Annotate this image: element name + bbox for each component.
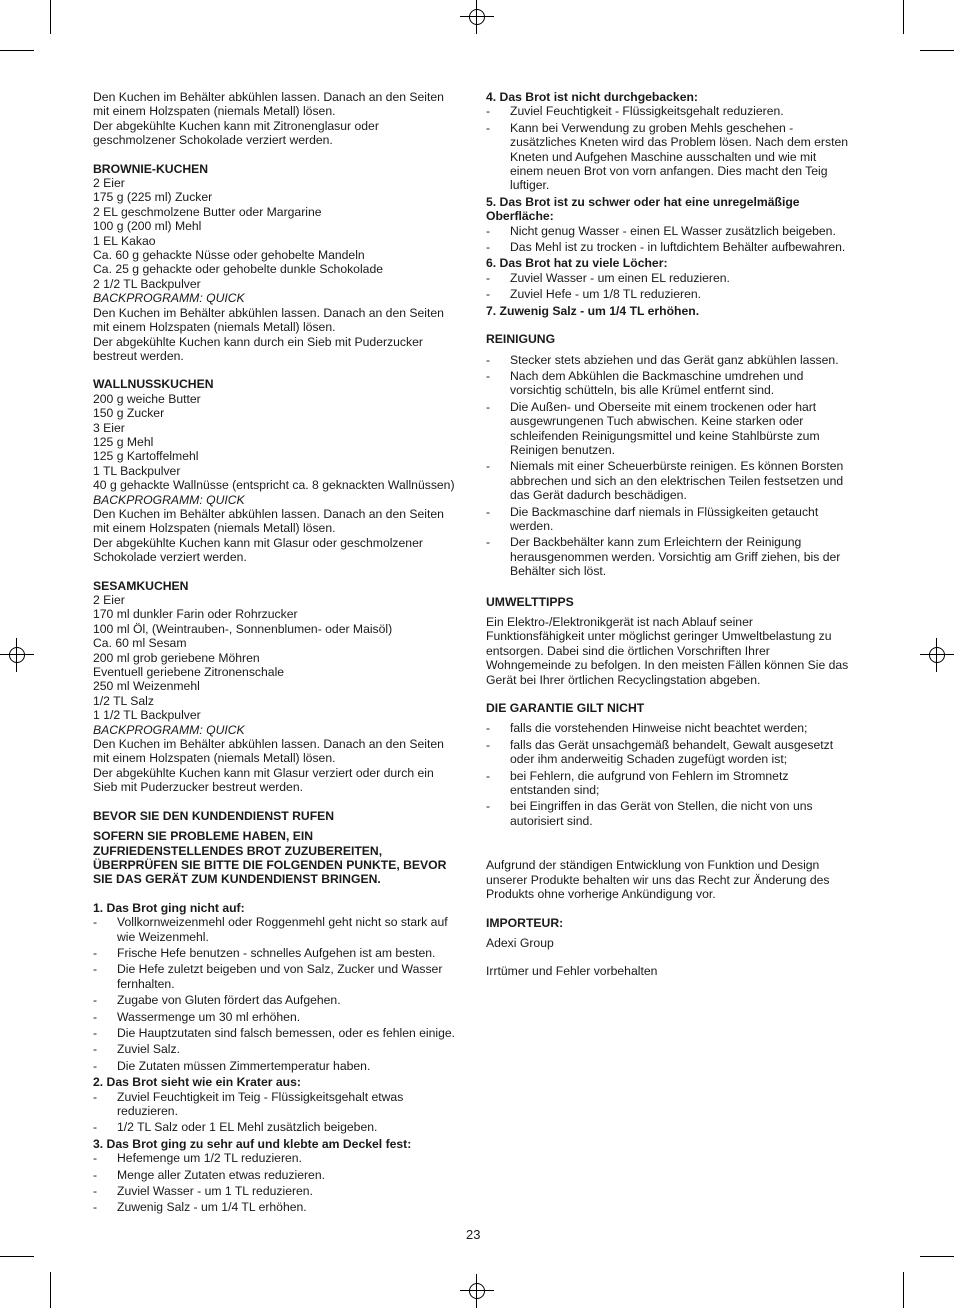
crop-mark xyxy=(903,0,904,34)
list-item: - Das Mehl ist zu trocken - in luftdichtem Behälter aufbewahren. xyxy=(486,240,866,254)
problem-6-list xyxy=(486,271,866,302)
design-note: Aufgrund der ständigen Entwicklung von Funktion und Design unserer Produkte behalten wir uns das Recht zur Änderung des Produkts ohne vorherige Ankündigung vor. xyxy=(486,858,830,902)
importer-name: Adexi Group xyxy=(486,935,554,950)
sesame-text: Den Kuchen im Behälter abkühlen lassen. Danach an den Seiten mit einem Holzspaten (niemals Metall) lösen. Der abgekühlte Kuchen kann mit Glasur verziert oder durch ein Sieb mit Puderzucker bestreut werden. xyxy=(93,737,444,795)
right-column xyxy=(486,90,866,979)
list-item: - Zuviel Wasser - um einen EL reduzieren. xyxy=(486,271,866,285)
intro-paragraph: Den Kuchen im Behälter abkühlen lassen. Danach an den Seiten mit einem Holzspaten (niemals Metall) lösen. Der abgekühlte Kuchen kann mit Zitronenglasur oder geschmolzener Schokolade verziert werden. xyxy=(93,90,444,148)
list-item: - falls das Gerät unsachgemäß behandelt, Gewalt ausgesetzt oder ihm anderweitig Schaden zugefügt worden ist; xyxy=(486,738,866,767)
problem-2-title: 2. Das Brot sieht wie ein Krater aus: xyxy=(93,1075,301,1090)
list-item: - Die Backmaschine darf niemals in Flüssigkeiten getaucht werden. xyxy=(486,505,866,534)
brownie-ingredients: 2 Eier 175 g (225 ml) Zucker 2 EL geschmolzene Butter oder Margarine 100 g (200 ml) Mehl 1 EL Kakao Ca. 60 g gehackte Nüsse oder gehobelte Mandeln Ca. 25 g gehackte oder gehobelte dunkle Schokolade 2 1/2 TL Backpulver xyxy=(93,176,384,291)
list-item: - Wassermenge um 30 ml erhöhen. xyxy=(93,1010,473,1024)
list-item: - Zuviel Feuchtigkeit im Teig - Flüssigkeitsgehalt etwas reduzieren. xyxy=(93,1090,473,1119)
brownie-program: BACKPROGRAMM: QUICK xyxy=(93,291,245,306)
left-column xyxy=(93,90,473,1217)
list-item: - bei Fehlern, die aufgrund von Fehlern im Stromnetz entstanden sind; xyxy=(486,769,866,798)
crop-mark xyxy=(0,50,34,51)
service-title: BEVOR SIE DEN KUNDENDIENST RUFEN xyxy=(93,808,335,823)
walnut-ingredients: 200 g weiche Butter 150 g Zucker 3 Eier 125 g Mehl 125 g Kartoffelmehl 1 TL Backpulver 40 g gehackte Wallnüsse (entspricht ca. 8 geknackten Wallnüssen) xyxy=(93,391,455,493)
walnut-program: BACKPROGRAMM: QUICK xyxy=(93,492,245,507)
page-number: 23 xyxy=(466,1227,481,1242)
list-item: - Die Außen- und Oberseite mit einem trockenen oder hart ausgewrungenen Tuch abwischen. Keine starken oder schleifenden Reinigungsmittel und keine Stahlbürste zum Reinigen benutzen. xyxy=(486,400,866,458)
crop-mark xyxy=(920,50,954,51)
list-item: - Kann bei Verwendung zu groben Mehls geschehen - zusätzliches Kneten wird das Problem lösen. Nach dem ersten Kneten und Aufgehen Maschine ausschalten und wie mit einem neuen Brot von vorn anfangen. Dies macht den Teig luftiger. xyxy=(486,121,866,193)
list-item: - Zugabe von Gluten fördert das Aufgehen. xyxy=(93,993,473,1007)
crop-mark xyxy=(50,0,51,34)
sesame-ingredients: 2 Eier 170 ml dunkler Farin oder Rohrzucker 100 ml Öl, (Weintrauben-, Sonnenblumen- oder Maisöl) Ca. 60 ml Sesam 200 ml grob geriebene Möhren Eventuell geriebene Zitronenschale 250 ml Weizenmehl 1/2 TL Salz 1 1/2 TL Backpulver xyxy=(93,593,393,723)
service-intro: SOFERN SIE PROBLEME HABEN, EIN ZUFRIEDENSTELLENDES BROT ZUZUBEREITEN, ÜBERPRÜFEN SIE BITTE DIE FOLGENDEN PUNKTE, BEVOR SIE DAS GERÄT ZUM KUNDENDIENST BRINGEN. xyxy=(93,829,447,887)
problem-2-list xyxy=(93,1090,473,1135)
list-item: - falls die vorstehenden Hinweise nicht beachtet werden; xyxy=(486,721,866,735)
list-item: - Hefemenge um 1/2 TL reduzieren. xyxy=(93,1151,473,1165)
list-item: - Zuwenig Salz - um 1/4 TL erhöhen. xyxy=(93,1200,473,1214)
problem-1-title: 1. Das Brot ging nicht auf: xyxy=(93,900,245,915)
sesame-title: SESAMKUCHEN xyxy=(93,578,189,593)
problem-7-title: 7. Zuwenig Salz - um 1/4 TL erhöhen. xyxy=(486,303,700,318)
environment-title: UMWELTTIPPS xyxy=(486,594,574,609)
list-item: - Die Hauptzutaten sind falsch bemessen, oder es fehlen einige. xyxy=(93,1026,473,1040)
errors-note: Irrtümer und Fehler vorbehalten xyxy=(486,964,658,979)
brownie-text: Den Kuchen im Behälter abkühlen lassen. Danach an den Seiten mit einem Holzspaten (niemals Metall) lösen. Der abgekühlte Kuchen kann durch ein Sieb mit Puderzucker bestreut werden. xyxy=(93,305,444,363)
list-item: - Zuviel Salz. xyxy=(93,1042,473,1056)
problem-4-list xyxy=(486,104,866,192)
crop-mark xyxy=(50,1272,51,1308)
list-item: - Niemals mit einer Scheuerbürste reinigen. Es können Borsten abbrechen und sich an den elektrischen Teilen festsetzen und das Gerät dadurch beschädigen. xyxy=(486,459,866,502)
problem-5-list xyxy=(486,224,866,255)
list-item: - Die Hefe zuletzt beigeben und von Salz, Zucker und Wasser fernhalten. xyxy=(93,962,473,991)
list-item: - bei Eingriffen in das Gerät von Stellen, die nicht von uns autorisiert sind. xyxy=(486,799,866,828)
brownie-title: BROWNIE-KUCHEN xyxy=(93,161,209,176)
importer-title: IMPORTEUR: xyxy=(486,915,564,930)
walnut-text: Den Kuchen im Behälter abkühlen lassen. Danach an den Seiten mit einem Holzspaten (niemals Metall) lösen. Der abgekühlte Kuchen kann mit Glasur oder geschmolzener Schokolade verziert werden. xyxy=(93,506,444,565)
list-item: - Zuviel Wasser - um 1 TL reduzieren. xyxy=(93,1184,473,1198)
crop-mark xyxy=(0,1256,34,1257)
crop-mark xyxy=(903,1272,904,1308)
problem-6-title: 6. Das Brot hat zu viele Löcher: xyxy=(486,256,668,271)
list-item: - Vollkornweizenmehl oder Roggenmehl geht nicht so stark auf wie Weizenmehl. xyxy=(93,915,473,944)
problem-5-title: 5. Das Brot ist zu schwer oder hat eine unregelmäßige Oberfläche: xyxy=(486,194,800,224)
list-item: - Zuviel Hefe - um 1/8 TL reduzieren. xyxy=(486,287,866,301)
warranty-list xyxy=(486,721,866,828)
problem-3-title: 3. Das Brot ging zu sehr auf und klebte am Deckel fest: xyxy=(93,1136,412,1151)
cleaning-title: REINIGUNG xyxy=(486,332,556,347)
list-item: - Nicht genug Wasser - einen EL Wasser zusätzlich beigeben. xyxy=(486,224,866,238)
list-item: - 1/2 TL Salz oder 1 EL Mehl zusätzlich beigeben. xyxy=(93,1120,473,1134)
registration-mark-icon xyxy=(920,638,954,672)
list-item: - Frische Hefe benutzen - schnelles Aufgehen ist am besten. xyxy=(93,946,473,960)
registration-mark-icon xyxy=(0,638,34,672)
environment-text: Ein Elektro-/Elektronikgerät ist nach Ablauf seiner Funktionsfähigkeit unter möglichst geringer Umweltbelastung zu entsorgen. Dabei sind die örtlichen Vorschriften Ihrer Wohngemeinde zu befolgen. In den meisten Fällen können Sie das Gerät bei Ihrer örtlichen Recyclingstation abgeben. xyxy=(486,615,849,687)
problem-3-list xyxy=(93,1151,473,1215)
list-item: - Menge aller Zutaten etwas reduzieren. xyxy=(93,1168,473,1182)
list-item: - Der Backbehälter kann zum Erleichtern der Reinigung herausgenommen werden. Vorsichtig am Griff ziehen, bis der Behälter sich löst. xyxy=(486,535,866,578)
list-item: - Die Zutaten müssen Zimmertemperatur haben. xyxy=(93,1059,473,1073)
warranty-title: DIE GARANTIE GILT NICHT xyxy=(486,701,645,716)
registration-mark-icon xyxy=(460,0,494,34)
sesame-program: BACKPROGRAMM: QUICK xyxy=(93,722,245,737)
cleaning-list xyxy=(486,353,866,579)
list-item: - Zuviel Feuchtigkeit - Flüssigkeitsgehalt reduzieren. xyxy=(486,104,866,118)
problem-4-title: 4. Das Brot ist nicht durchgebacken: xyxy=(486,90,698,104)
problem-1-list xyxy=(93,915,473,1073)
walnut-title: WALLNUSSKUCHEN xyxy=(93,377,214,392)
list-item: - Nach dem Abkühlen die Backmaschine umdrehen und vorsichtig schütteln, bis alle Krümel entfernt sind. xyxy=(486,369,866,398)
registration-mark-icon xyxy=(460,1274,494,1308)
list-item: - Stecker stets abziehen und das Gerät ganz abkühlen lassen. xyxy=(486,353,866,367)
crop-mark xyxy=(920,1256,954,1257)
